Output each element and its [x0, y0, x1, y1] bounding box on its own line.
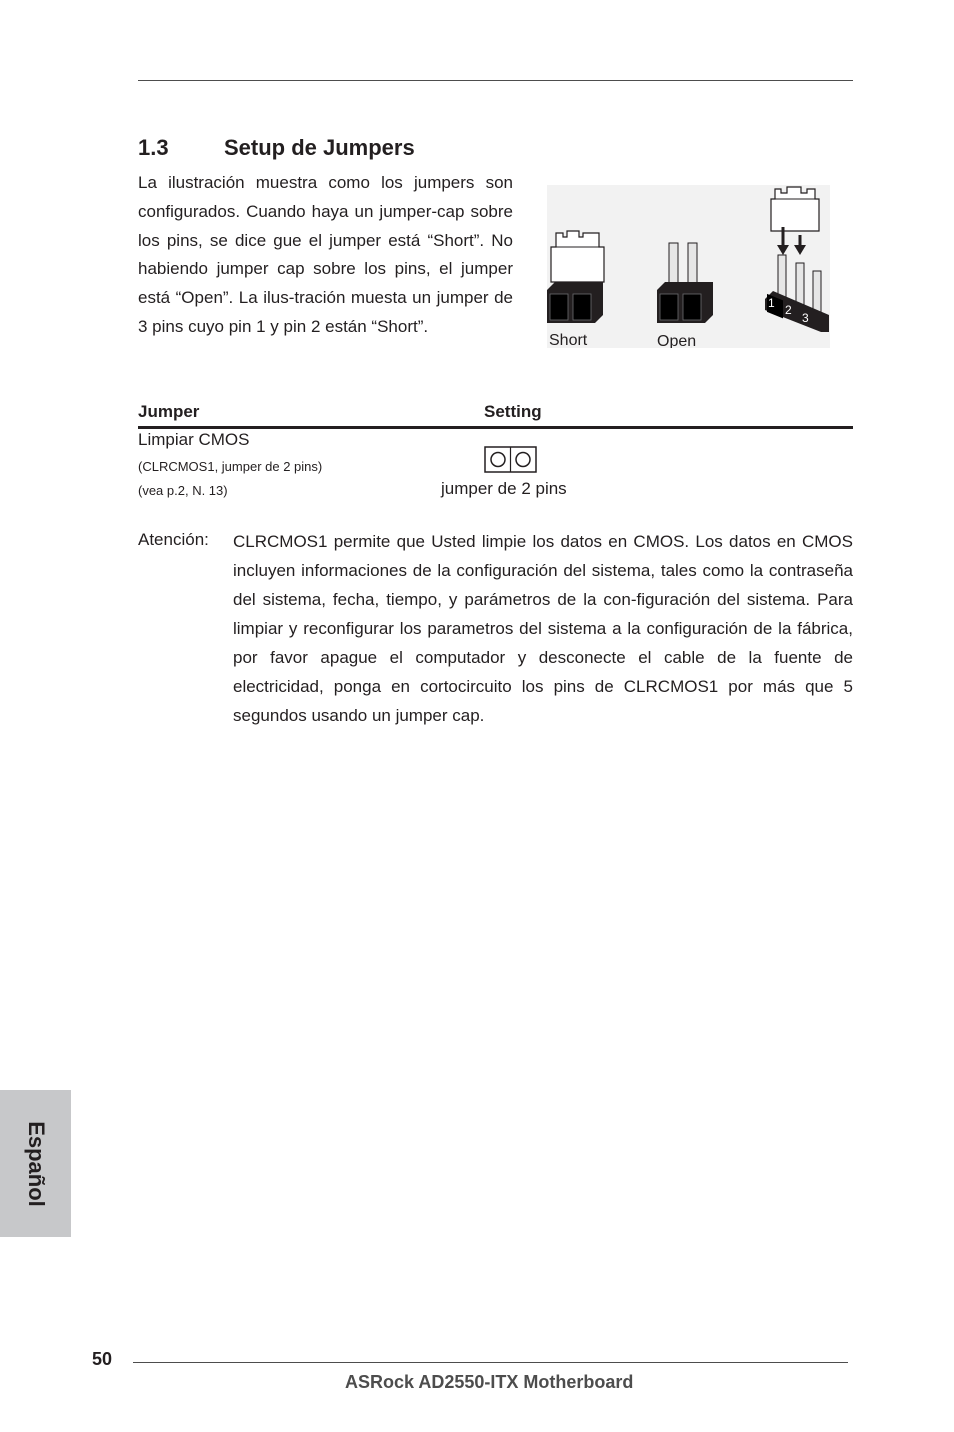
pin-number-1: 1: [768, 296, 775, 310]
top-divider: [138, 80, 853, 81]
pin: [796, 263, 804, 307]
jumper-cap: [771, 187, 819, 231]
short-jumper: [547, 231, 604, 323]
table-header-rule: [138, 426, 853, 429]
jumper-illustration: [547, 185, 830, 348]
short-label: Short: [549, 332, 588, 348]
jumper-name: Limpiar CMOS: [138, 430, 250, 449]
pin-number-3: 3: [802, 311, 809, 325]
intro-paragraph: La ilustración muestra como los jumpers son configurados. Cuando haya un jumper-cap sobre los pins, se dice gue el jumper está “Short”. No habiendo jumper cap sobre los pins, el jumper está “Open”. La ilus-tración muesta un jumper de 3 pins cuyo pin 1 y pin 2 están “Short”.: [138, 173, 513, 336]
footer-title: ASRock AD2550-ITX Motherboard: [345, 1372, 634, 1392]
jumper-setting: jumper de 2 pins: [441, 479, 567, 498]
jumper-cap: [551, 231, 604, 282]
open-label: Open: [657, 333, 697, 348]
footer-divider: [133, 1362, 848, 1363]
language-tab-label: Español: [23, 1120, 49, 1207]
section-title: Setup de Jumpers: [224, 135, 415, 160]
page-number: 50: [92, 1349, 113, 1369]
pin-number-2: 2: [785, 303, 792, 317]
jumper-detail: (CLRCMOS1, jumper de 2 pins): [138, 459, 323, 474]
note-label: Atención:: [138, 530, 209, 549]
table-header-jumper: Jumper: [138, 402, 200, 421]
table-header-setting: Setting: [484, 402, 542, 421]
language-tab: [0, 1090, 71, 1237]
note-text: CLRCMOS1 permite que Usted limpie los datos en CMOS. Los datos en CMOS incluyen informaciones de la configuración del sistema, tales como la contraseña del sistema, fecha, tiempo, y parámetros de la con-figuración del sistema. Para limpiar y reconfigurar los parametros del sistema a la configuración de la fábrica, por favor apague el computador y desconecte el cable de la fuente de electricidad, ponga en cortocircuito los pins de CLRCMOS1 por más que 5 segundos usando un jumper cap.: [233, 532, 853, 725]
pin: [813, 271, 821, 315]
pin: [778, 255, 786, 299]
jumper-reference: (vea p.2, N. 13): [138, 483, 228, 498]
section-number: 1.3: [138, 135, 169, 160]
two-pin-jumper-icon: [484, 446, 537, 473]
